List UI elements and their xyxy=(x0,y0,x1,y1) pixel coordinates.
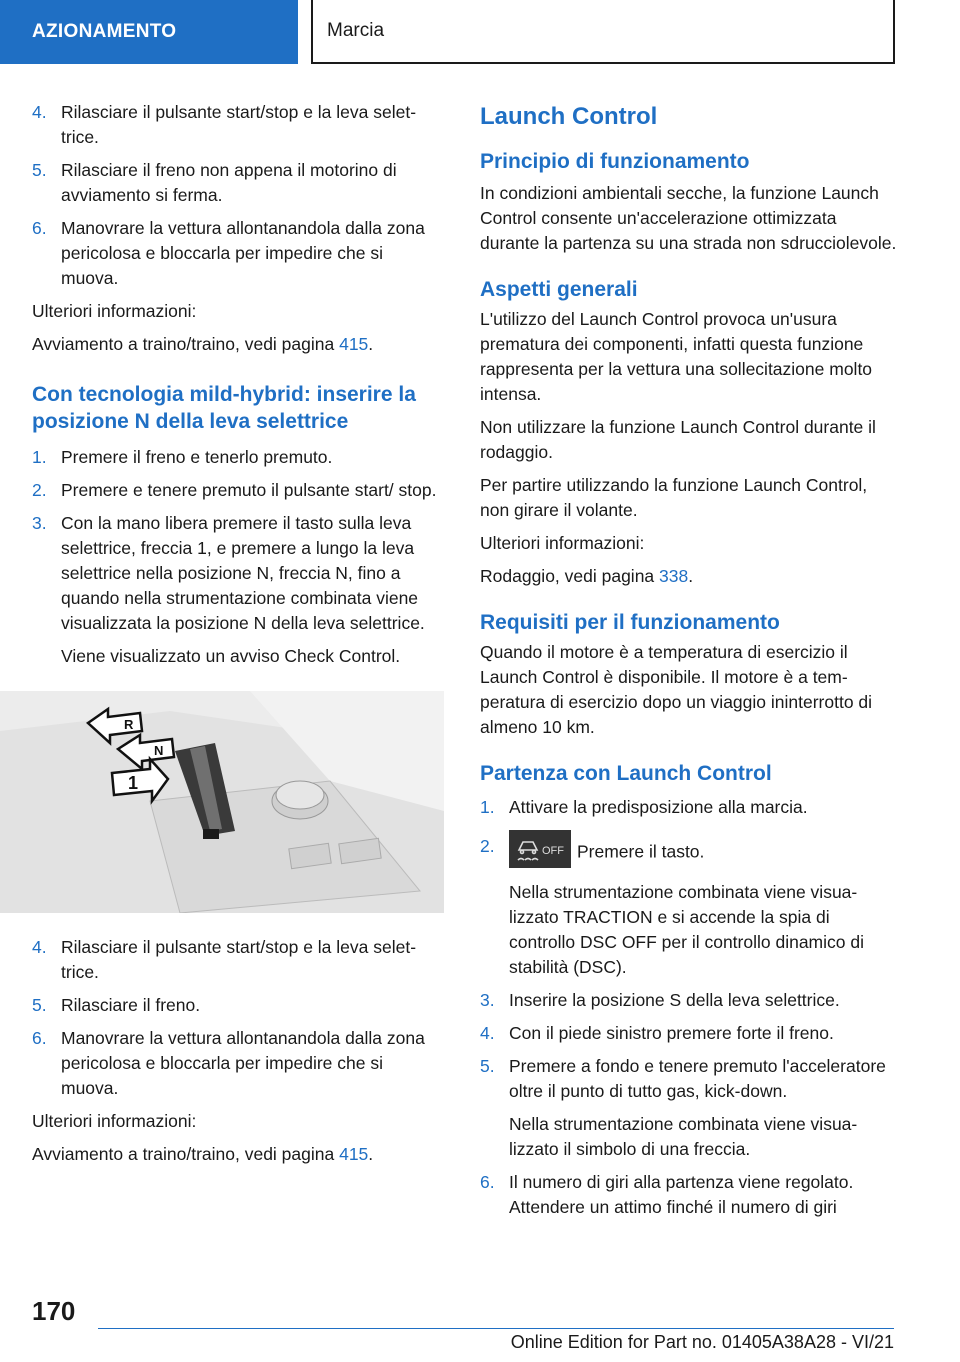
list-text: Manovrare la vettura allontanandola dalla zona pericolosa e bloccarla per impedire che si muova. xyxy=(61,218,425,288)
list-item xyxy=(32,993,444,1018)
list-text: Premere il tasto. xyxy=(577,841,705,862)
reference-text: Rodaggio, vedi pagina xyxy=(480,566,660,586)
list-number: 1. xyxy=(480,797,495,817)
list-item xyxy=(32,1026,444,1101)
list-item xyxy=(32,445,444,470)
list-item xyxy=(480,1170,898,1220)
list-text: Rilasciare il pulsante start/stop e la leva selettrice. xyxy=(61,102,417,147)
list-continuation: Viene visualizzato un avviso Check Control. xyxy=(61,646,401,666)
page-link[interactable]: 415 xyxy=(339,1144,369,1164)
subsection-heading: Requisiti per il funzionamento xyxy=(480,611,780,634)
list-text: Premere a fondo e tenere premuto l'acceleratore oltre il punto di tutto gas, kick-down. xyxy=(509,1056,886,1101)
subsection-heading: Principio di funzionamento xyxy=(480,150,750,173)
footer-divider xyxy=(98,1328,894,1329)
gear-selector-drawing xyxy=(0,691,444,913)
cross-reference xyxy=(32,1142,444,1167)
list-item xyxy=(32,478,444,503)
section-label: AZIONAMENTO xyxy=(32,21,177,42)
body-paragraph: L'utilizzo del Launch Control provoca un'usura prematura dei componenti, infatti questa funzione rappresenta per la vettura una sollecitazione molto intensa. xyxy=(480,309,873,404)
list-text: Rilasciare il freno non appena il motorino di avviamento si ferma. xyxy=(61,160,397,205)
footer-edition: Online Edition for Part no. 01405A38A28 - VI/21 xyxy=(510,1332,894,1352)
list-text: Rilasciare il pulsante start/stop e la leva selettrice. xyxy=(61,937,417,982)
more-info-label: Ulteriori informazioni: xyxy=(480,533,645,553)
list-text: Inserire la posizione S della leva selettrice. xyxy=(509,990,840,1010)
list-item xyxy=(480,988,898,1013)
page-link[interactable]: 415 xyxy=(339,334,369,354)
reference-text: Avviamento a traino/traino, vedi pagina xyxy=(32,334,340,354)
list-number: 6. xyxy=(32,218,47,238)
list-item xyxy=(32,158,444,208)
more-info-label: Ulteriori informazioni: xyxy=(32,301,197,321)
list-item xyxy=(480,795,898,820)
reference-text: Avviamento a traino/traino, vedi pagina xyxy=(32,1144,340,1164)
list-number: 2. xyxy=(480,836,495,856)
section-tab xyxy=(0,0,298,64)
body-paragraph: Non utilizzare la funzione Launch Control durante il rodaggio. xyxy=(480,417,876,462)
list-item xyxy=(480,1054,898,1162)
right-column xyxy=(480,100,898,1228)
body-paragraph: Quando il motore è a temperatura di esercizio il Launch Control è disponibile. Il motore è a temperatura di esercizio dopo un viaggio ininterrotto di almeno 10 km. xyxy=(480,642,873,737)
arrow-label-1: 1 xyxy=(128,773,139,793)
list-number: 4. xyxy=(32,937,47,957)
list-number: 6. xyxy=(32,1028,47,1048)
cross-reference xyxy=(480,564,898,589)
list-number: 2. xyxy=(32,480,47,500)
list-text: Con il piede sinistro premere forte il freno. xyxy=(509,1023,834,1043)
list-text: Rilasciare il freno. xyxy=(61,995,201,1015)
list-text: Il numero di giri alla partenza viene regolato. Attendere un attimo finché il numero di giri xyxy=(509,1172,854,1217)
list-number: 3. xyxy=(32,513,47,533)
body-paragraph: Per partire utilizzando la funzione Launch Control, non girare il volante. xyxy=(480,475,868,520)
list-item xyxy=(32,511,444,669)
cross-reference xyxy=(32,332,444,357)
subsection-heading: Partenza con Launch Control xyxy=(480,762,772,785)
arrow-label-r: R xyxy=(124,717,134,732)
chapter-header xyxy=(311,0,895,64)
list-continuation: Nella strumentazione combinata viene visualizzato TRACTION e si accende la spia di controllo DSC OFF per il controllo dinamico di stabilità (DSC). xyxy=(509,882,864,977)
left-column xyxy=(32,100,444,1175)
list-item xyxy=(480,834,898,980)
list-number: 5. xyxy=(32,995,47,1015)
section-heading: Con tecnologia mild-hybrid: inserire la posizione N della leva selettrice xyxy=(32,383,416,433)
list-number: 5. xyxy=(32,160,47,180)
body-paragraph: In condizioni ambientali secche, la funzione Launch Control consente un'accelerazione ottimizzata durante la partenza su una strada non sdrucciolevole. xyxy=(480,183,897,253)
list-text: Con la mano libera premere il tasto sulla leva selettrice, freccia 1, e premere a lungo la leva selettrice nella posizione N, freccia N, fino a quando nella strumentazione combinata viene visualizzata la posizione N della leva selettrice. xyxy=(61,513,425,633)
more-info-label: Ulteriori informazioni: xyxy=(32,1111,197,1131)
dsc-off-button-icon xyxy=(509,830,571,868)
list-number: 4. xyxy=(32,102,47,122)
list-text: Attivare la predisposizione alla marcia. xyxy=(509,797,808,817)
reference-end: . xyxy=(368,1144,374,1164)
list-text: Premere il freno e tenerlo premuto. xyxy=(61,447,333,467)
page-title: Launch Control xyxy=(480,103,658,130)
subsection-heading: Aspetti generali xyxy=(480,278,638,301)
list-text: Premere e tenere premuto il pulsante start/ stop. xyxy=(61,480,437,500)
list-item xyxy=(32,935,444,985)
page-number: 170 xyxy=(32,1296,76,1326)
page-link[interactable]: 338 xyxy=(659,566,689,586)
list-item xyxy=(480,1021,898,1046)
list-number: 4. xyxy=(480,1023,495,1043)
list-item xyxy=(32,100,444,150)
list-number: 5. xyxy=(480,1056,495,1076)
list-number: 1. xyxy=(32,447,47,467)
gear-selector-illustration xyxy=(0,691,444,913)
reference-end: . xyxy=(368,334,374,354)
list-text: Manovrare la vettura allontanandola dalla zona pericolosa e bloccarla per impedire che si muova. xyxy=(61,1028,425,1098)
arrow-label-n: N xyxy=(154,743,164,758)
list-number: 3. xyxy=(480,990,495,1010)
list-item xyxy=(32,216,444,291)
chapter-title: Marcia xyxy=(327,20,385,41)
list-number: 6. xyxy=(480,1172,495,1192)
list-continuation: Nella strumentazione combinata viene visualizzato il simbolo di una freccia. xyxy=(509,1114,858,1159)
reference-end: . xyxy=(688,566,694,586)
button-icon-label: OFF xyxy=(542,845,564,857)
